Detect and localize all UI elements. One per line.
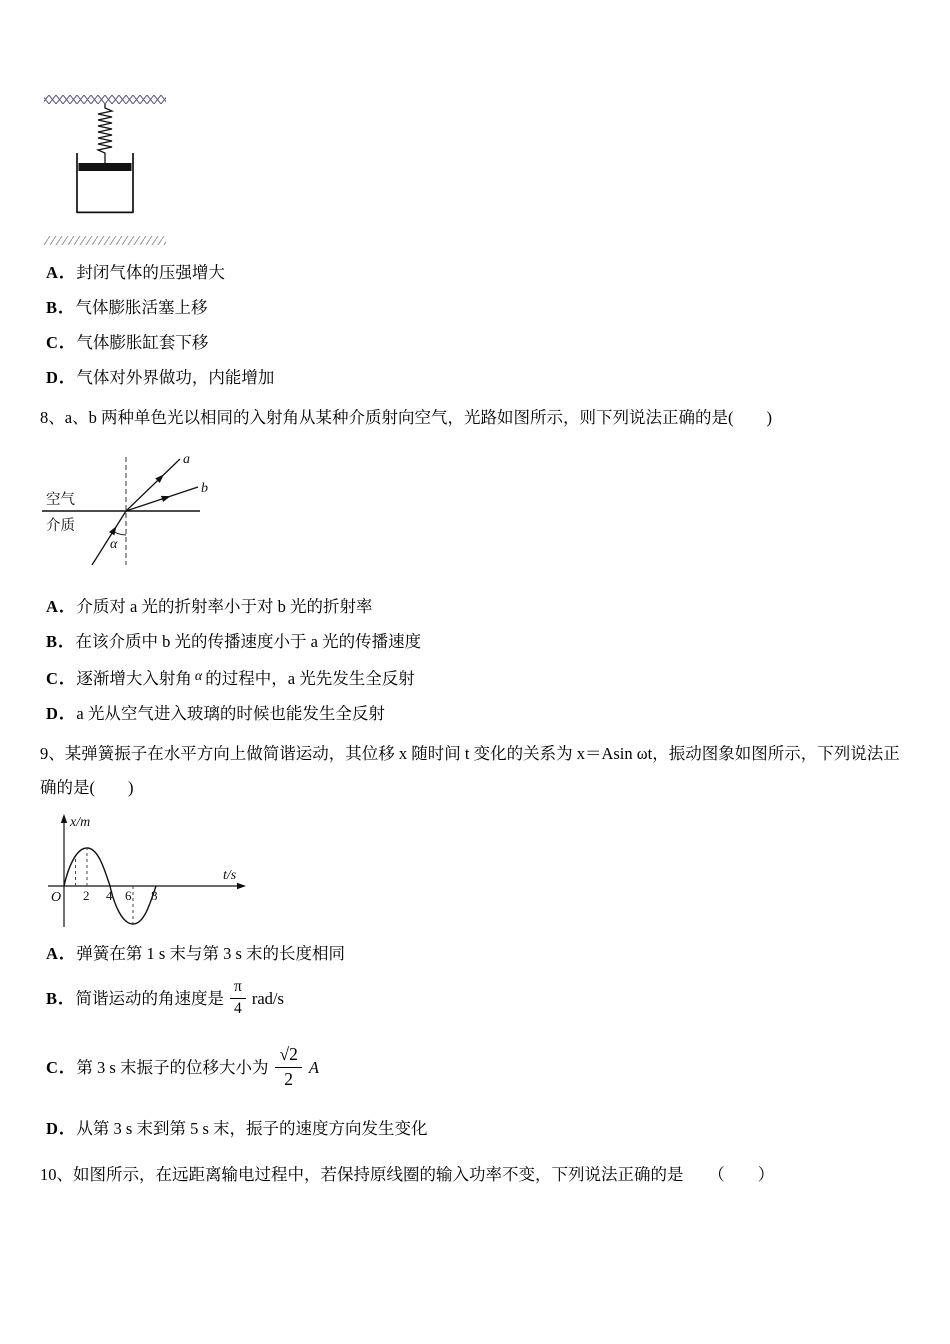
stem-text: 如图所示，在远距离输电过程中，若保持原线圈的输入功率不变，下列说法正确的是 （ ） bbox=[73, 1164, 775, 1184]
question-number: 9、 bbox=[40, 744, 65, 763]
question-number: 10、 bbox=[40, 1164, 73, 1184]
question-number: 8、 bbox=[40, 408, 65, 427]
option-label: D． bbox=[46, 704, 77, 723]
spring bbox=[98, 104, 112, 163]
option-label: C． bbox=[46, 669, 77, 688]
option-c bbox=[46, 331, 905, 354]
option-label: C． bbox=[46, 1057, 77, 1077]
origin-label: O bbox=[51, 890, 62, 905]
option-label: D． bbox=[46, 368, 77, 387]
option-text: 气体膨胀缸套下移 bbox=[76, 333, 209, 352]
option-label: A． bbox=[46, 263, 77, 282]
option-label: A． bbox=[46, 597, 77, 616]
fraction-pi-over-4 bbox=[230, 977, 246, 1019]
question-7-options bbox=[40, 261, 905, 389]
option-b bbox=[46, 630, 905, 653]
tick-4: 4 bbox=[106, 888, 113, 903]
option-label: B． bbox=[46, 632, 76, 651]
fraction-numerator: π bbox=[230, 977, 246, 999]
option-text: 逐渐增大入射角 bbox=[76, 669, 192, 688]
option-text: a 光从空气进入玻璃的时候也能发生全反射 bbox=[76, 704, 385, 723]
y-axis-label: x/m bbox=[70, 815, 91, 830]
option-d bbox=[46, 1117, 905, 1140]
option-text: 从第 3 s 末到第 5 s 末，振子的速度方向发生变化 bbox=[76, 1118, 428, 1138]
piston bbox=[79, 163, 132, 171]
stem-text: a、b 两种单色光以相同的入射角从某种介质射向空气，光路如图所示，则下列说法正确的是( ) bbox=[64, 408, 772, 427]
air-label: 空气 bbox=[46, 492, 75, 508]
x-axis-arrow bbox=[237, 883, 246, 889]
option-c bbox=[46, 665, 905, 690]
option-text: 封闭气体的压强增大 bbox=[76, 263, 225, 282]
y-axis-arrow bbox=[61, 814, 67, 823]
option-text: 简谐运动的角速度是 bbox=[75, 988, 225, 1008]
option-label: B． bbox=[46, 988, 76, 1008]
option-text: 的过程中，a 光先发生全反射 bbox=[205, 669, 415, 688]
question-9-stem bbox=[40, 737, 905, 805]
option-text: 第 3 s 末振子的位移大小为 bbox=[76, 1057, 269, 1077]
option-text: 介质对 a 光的折射率小于对 b 光的折射率 bbox=[76, 597, 373, 616]
oscillation-graph-figure bbox=[40, 809, 252, 934]
fraction-denominator: 4 bbox=[234, 1000, 242, 1018]
tick-2: 2 bbox=[83, 888, 90, 903]
option-label: A． bbox=[46, 944, 77, 963]
option-d bbox=[46, 702, 905, 725]
ray-b bbox=[126, 487, 198, 511]
option-text: 气体膨胀活塞上移 bbox=[75, 298, 208, 317]
ground-hatch bbox=[44, 236, 166, 245]
fraction-sqrt2-over-2 bbox=[275, 1043, 301, 1091]
spring-piston-figure bbox=[42, 95, 170, 247]
ray-a bbox=[126, 459, 180, 511]
option-a bbox=[46, 261, 905, 284]
option-text: A bbox=[308, 1057, 319, 1077]
question-8-stem bbox=[40, 401, 905, 435]
option-a bbox=[46, 942, 905, 965]
angle-alpha-label: α bbox=[110, 537, 118, 552]
option-label: B． bbox=[46, 298, 76, 317]
fraction-numerator: √2 bbox=[275, 1043, 301, 1068]
ray-a-label: a bbox=[183, 452, 190, 467]
alpha-symbol: α bbox=[194, 669, 203, 684]
option-b bbox=[46, 977, 905, 1019]
ray-b-arrow bbox=[161, 493, 172, 502]
option-text: 在该介质中 b 光的传播速度小于 a 光的传播速度 bbox=[75, 632, 422, 651]
incident-ray bbox=[92, 511, 126, 565]
stem-text: 某弹簧振子在水平方向上做简谐运动，其位移 x 随时间 t 变化的关系为 x＝Asin ωt，振动图象如图所示，下列说法正确的是( ) bbox=[40, 744, 900, 797]
medium-label: 介质 bbox=[46, 518, 75, 534]
option-text: 气体对外界做功，内能增加 bbox=[76, 368, 275, 387]
option-d bbox=[46, 366, 905, 389]
option-label: C． bbox=[46, 333, 77, 352]
option-text: rad/s bbox=[251, 988, 284, 1008]
question-8-options bbox=[40, 595, 905, 725]
ray-b-label: b bbox=[201, 481, 208, 496]
tick-6: 6 bbox=[125, 888, 132, 903]
tick-8: 8 bbox=[151, 888, 158, 903]
option-c bbox=[46, 1043, 905, 1091]
option-b bbox=[46, 296, 905, 319]
question-9-options bbox=[40, 942, 905, 1140]
option-label: D． bbox=[46, 1118, 77, 1138]
x-axis-label: t/s bbox=[223, 868, 237, 883]
option-a bbox=[46, 595, 905, 618]
option-text: 弹簧在第 1 s 末与第 3 s 末的长度相同 bbox=[76, 944, 346, 963]
ceiling-hatch bbox=[44, 95, 166, 104]
fraction-denominator: 2 bbox=[284, 1069, 294, 1090]
question-10-stem bbox=[40, 1158, 905, 1192]
refraction-figure bbox=[40, 451, 215, 571]
